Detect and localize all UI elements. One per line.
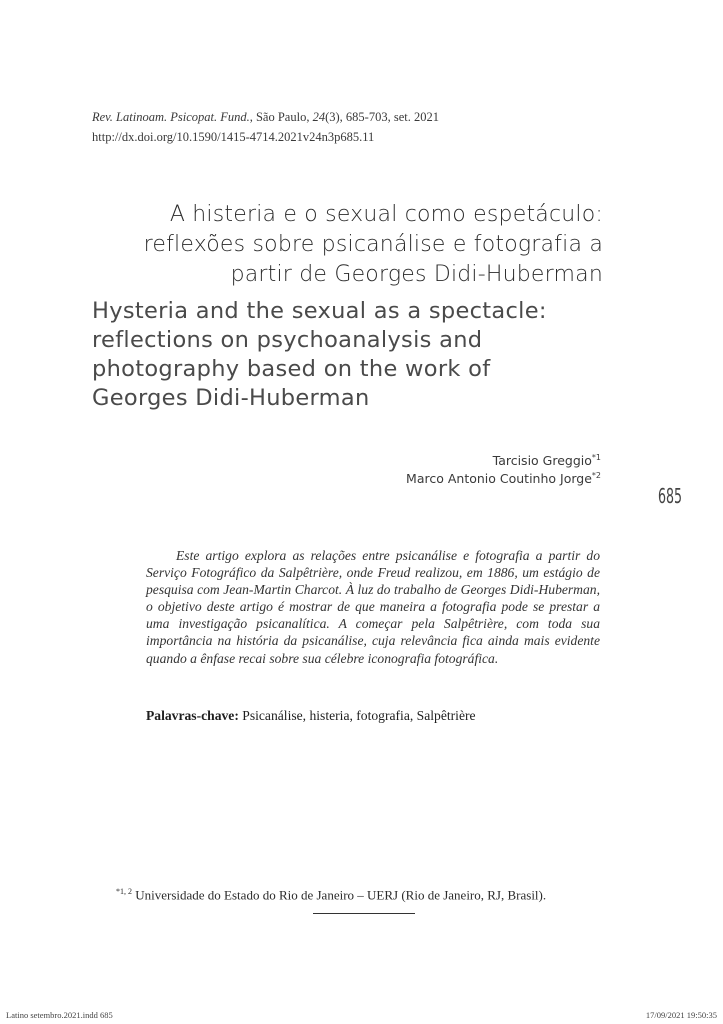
title-pt-line: reflexões sobre psicanálise e fotografia a xyxy=(143,232,603,257)
print-slug-timestamp: 17/09/2021 19:50:35 xyxy=(645,1010,717,1020)
keywords xyxy=(146,708,476,724)
journal-volume: 24 xyxy=(312,110,326,124)
author-1 xyxy=(493,453,601,468)
title-portuguese xyxy=(100,200,603,290)
title-pt-line: partir de Georges Didi-Huberman xyxy=(230,262,603,287)
footnote-mark: *1, 2 xyxy=(116,887,132,896)
affiliation-footnote xyxy=(116,887,546,903)
page-number: 685 xyxy=(658,484,683,508)
print-slug-file: Latino setembro.2021.indd 685 xyxy=(6,1010,113,1020)
journal-abbrev: Rev. Latinoam. Psicopat. Fund. xyxy=(92,110,250,124)
journal-location: , São Paulo, xyxy=(249,110,313,124)
title-en-line: Georges Didi-Huberman xyxy=(92,385,370,411)
footnote-text: Universidade do Estado do Rio de Janeiro – UERJ (Rio de Janeiro, RJ, Brasil). xyxy=(132,887,547,903)
abstract xyxy=(146,547,600,667)
author-2 xyxy=(406,471,601,486)
keywords-value: Psicanálise, histeria, fotografia, Salpêtrière xyxy=(238,708,476,723)
title-en-line: photography based on the work of xyxy=(92,356,491,382)
title-en-line: reflections on psychoanalysis and xyxy=(92,327,483,353)
author-mark: *1 xyxy=(591,453,601,462)
author-name: Marco Antonio Coutinho Jorge xyxy=(406,471,592,487)
author-name: Tarcisio Greggio xyxy=(492,453,592,469)
abstract-text: Este artigo explora as relações entre psicanálise e fotografia a partir do Serviço Fotográfico da Salpêtrière, onde Freud realizou, em 1886, um estágio de pesquisa com Jean-Martin Charcot. À luz do trabalho de Georges Didi-Huberman, o objetivo deste artigo é mostrar de que maneira a fotografia pode se prestar a uma investigação psicanalítica. A começar pela Salpêtrière, com toda sua importância na história da psicanálise, cuja relevância fica ainda mais evidente quando a ênfase recai sobre sua célebre iconografia fotográfica. xyxy=(146,548,600,666)
journal-issue-pages-date: (3), 685-703, set. 2021 xyxy=(325,110,439,124)
journal-citation xyxy=(92,110,439,125)
title-en-line: Hysteria and the sexual as a spectacle: xyxy=(92,298,547,324)
title-english xyxy=(92,297,612,413)
title-pt-line: A histeria e o sexual como espetáculo: xyxy=(169,202,603,227)
keywords-label: Palavras-chave: xyxy=(146,708,239,723)
author-mark: *2 xyxy=(591,471,601,480)
footnote-divider xyxy=(313,913,415,914)
doi-link[interactable]: http://dx.doi.org/10.1590/1415-4714.2021v24n3p685.11 xyxy=(92,130,375,144)
